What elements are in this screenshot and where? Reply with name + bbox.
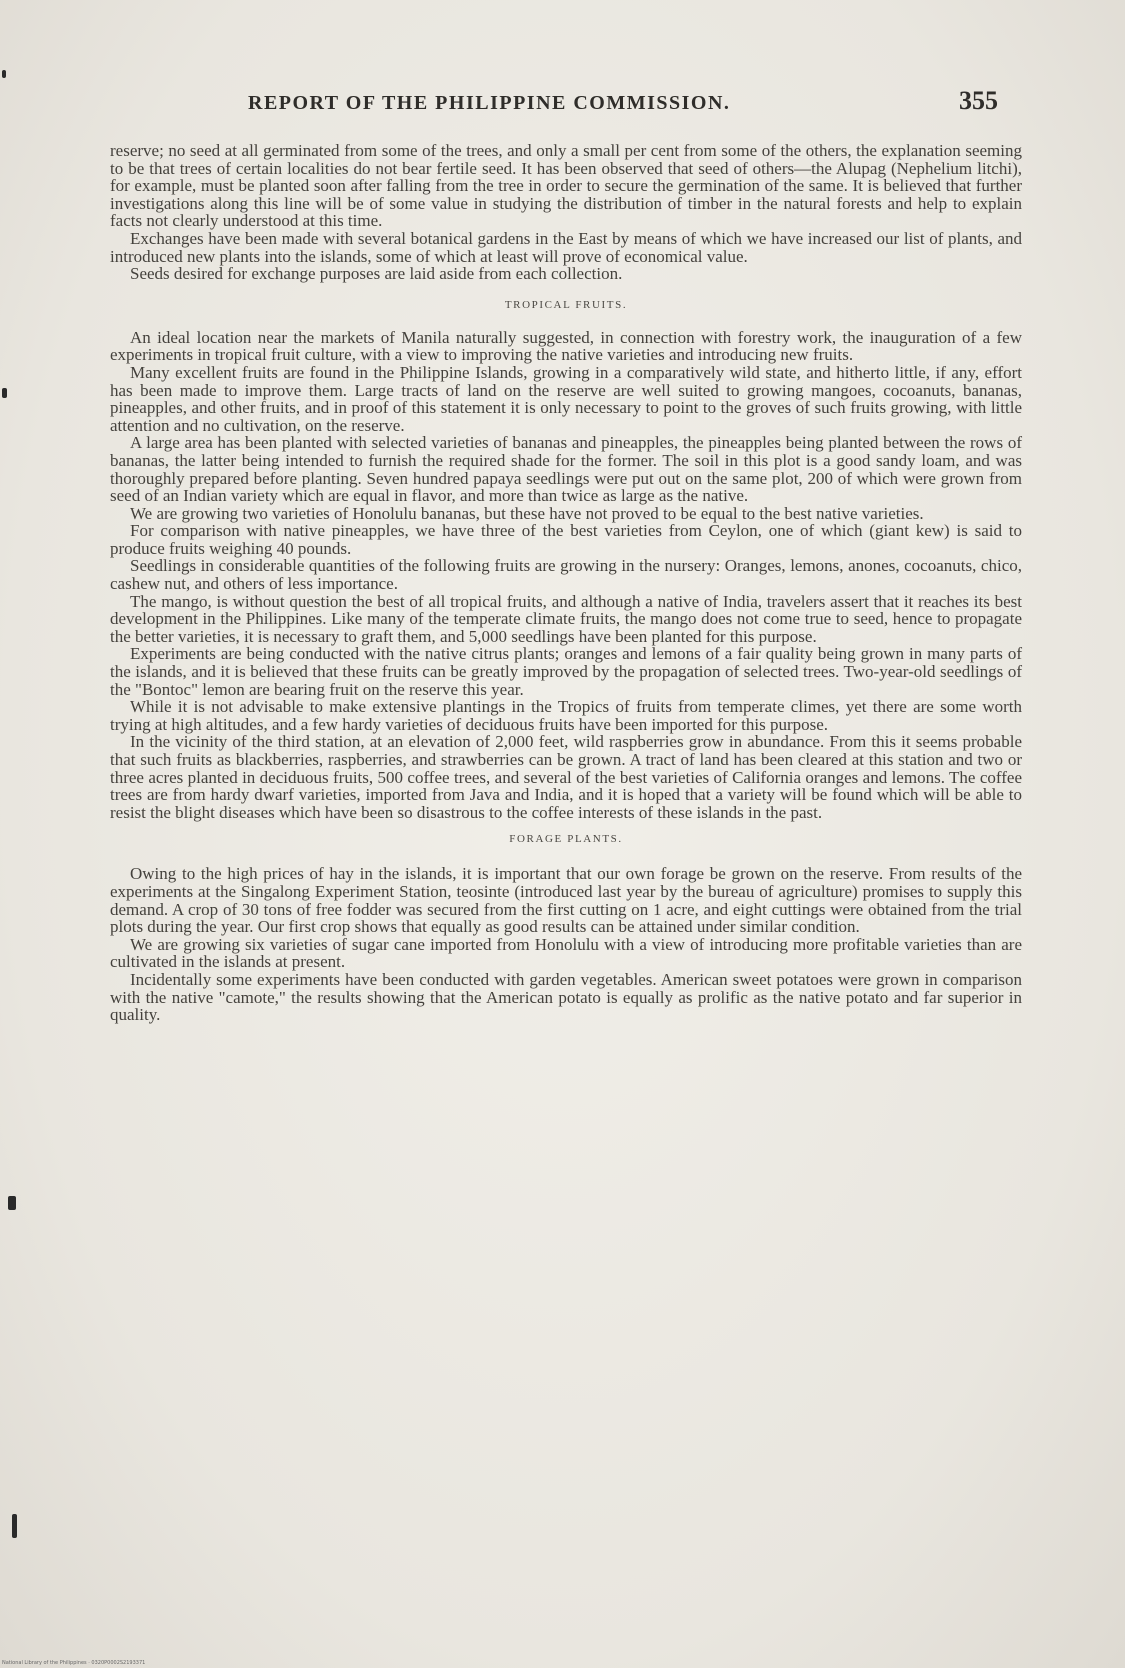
paragraph: Seeds desired for exchange purposes are laid aside from each collection. <box>130 264 623 284</box>
page-body <box>110 142 1022 1024</box>
paragraph: While it is not advisable to make extensive plantings in the Tropics of fruits from temperate climes, yet there are some worth trying at high altitudes, and a few hardy varieties of deciduous fruits have been imported for this purpose. <box>110 697 1022 734</box>
section-heading-forage-plants: FORAGE PLANTS. <box>509 833 623 846</box>
paragraph: An ideal location near the markets of Manila naturally suggested, in connection with forestry work, the inauguration of a few experiments in tropical fruit culture, with a view to improving the native varieties and introducing new fruits. <box>110 327 1022 365</box>
paragraph: In the vicinity of the third station, at an elevation of 2,000 feet, wild raspberries grow in abundance. From this it seems probable that such fruits as blackberries, raspberries, and strawberries can be grown. A tract of land has been cleared at this station and two or three acres planted in deciduous fruits, 500 coffee trees, and several of the best varieties of California oranges and lemons. The coffee trees are from hardy dwarf varieties, imported from Java and India, and it is hoped that a variety will be found which will be able to resist the blight diseases which have been so disastrous to the coffee interests of these islands in the past. <box>110 732 1022 822</box>
paragraph: A large area has been planted with selected varieties of bananas and pineapples, the pineapples being planted between the rows of bananas, the latter being intended to furnish the required shade for the former. The soil in this plot is a good sandy loam, and was thoroughly prepared before planting. Seven hundred papaya seedlings were put out on the same plot, 200 of which were grown from seed of an Indian variety which are equal in flavor, and more than twice as large as the native. <box>110 433 1022 506</box>
paragraph: Incidentally some experiments have been conducted with garden vegetables. American sweet potatoes were grown in comparison with the native "camote," the results showing that the American potato is equally as prolific as the native potato and far superior in quality. <box>110 969 1022 1025</box>
scan-credit: National Library of the Philippines · 0320P0002S2193371 <box>2 1660 146 1666</box>
paragraph: Many excellent fruits are found in the Philippine Islands, growing in a comparatively wild state, and hitherto little, if any, effort has been made to improve them. Large tracts of land on the reserve are well suited to growing mangoes, cocoanuts, bananas, pineapples, and other fruits, and in proof of this statement it is only necessary to point to the groves of such fruits growing, with little attention and no cultivation, on the reserve. <box>110 362 1022 435</box>
paragraph: We are growing two varieties of Honolulu bananas, but these have not proved to be equal to the best native varieties. <box>130 503 924 523</box>
section-heading-tropical-fruits: TROPICAL FRUITS. <box>504 298 628 311</box>
page-number: 355 <box>959 86 998 115</box>
paragraph: Seedlings in considerable quantities of the following fruits are growing in the nursery: Oranges, lemons, anones, cocoanuts, chico, cashew nut, and others of less importance. <box>110 556 1022 594</box>
paragraph: The mango, is without question the best of all tropical fruits, and although a native of India, travelers assert that it reaches its best development in the Philippines. Like many of the temperate climate fruits, the mango does not come true to seed, hence to propagate the better varieties, it is necessary to graft them, and 5,000 seedlings have been planted for this purpose. <box>110 591 1022 646</box>
paragraph: For comparison with native pineapples, we have three of the best varieties from Ceylon, one of which (giant kew) is said to produce fruits weighing 40 pounds. <box>110 521 1022 558</box>
page-header <box>248 86 998 126</box>
running-title: REPORT OF THE PHILIPPINE COMMISSION. <box>248 92 731 114</box>
paragraph: Exchanges have been made with several botanical gardens in the East by means of which we have increased our list of plants, and introduced new plants into the islands, some of which at least will prove of economical value. <box>110 228 1022 266</box>
scan-speck <box>2 388 7 398</box>
paragraph: Owing to the high prices of hay in the islands, it is important that our own forage be grown on the reserve. From results of the experiments at the Singalong Experiment Station, teosinte (introduced last year by the bureau of agriculture) promises to supply this demand. A crop of 30 tons of free fodder was secured from the first cutting on 1 acre, and eight cuttings were obtained from the trial plots during the year. Our first crop shows that equally as good results can be attained under similar condition. <box>110 864 1022 937</box>
scan-speck <box>8 1196 16 1210</box>
paragraph: We are growing six varieties of sugar cane imported from Honolulu with a view of introducing more profitable varieties than are cultivated in the islands at present. <box>110 934 1022 972</box>
scan-speck <box>2 70 6 78</box>
paragraph: reserve; no seed at all germinated from some of the trees, and only a small per cent from some of the others, the explanation seeming to be that trees of certain localities do not bear fertile seed. It has been observed that seed of others—the Alupag (Nephelium litchi), for example, must be planted soon after falling from the tree in order to secure the germination of the same. It is believed that further investigations along this line will be of some value in studying the distribution of timber in the natural forests and help to explain facts not clearly understood at this time. <box>110 141 1022 231</box>
paragraph: Experiments are being conducted with the native citrus plants; oranges and lemons of a fair quality being grown in many parts of the islands, and it is believed that these fruits can be greatly improved by the propagation of selected trees. Two-year-old seedlings of the "Bontoc" lemon are bearing fruit on the reserve this year. <box>110 644 1022 699</box>
scan-speck <box>12 1514 17 1538</box>
